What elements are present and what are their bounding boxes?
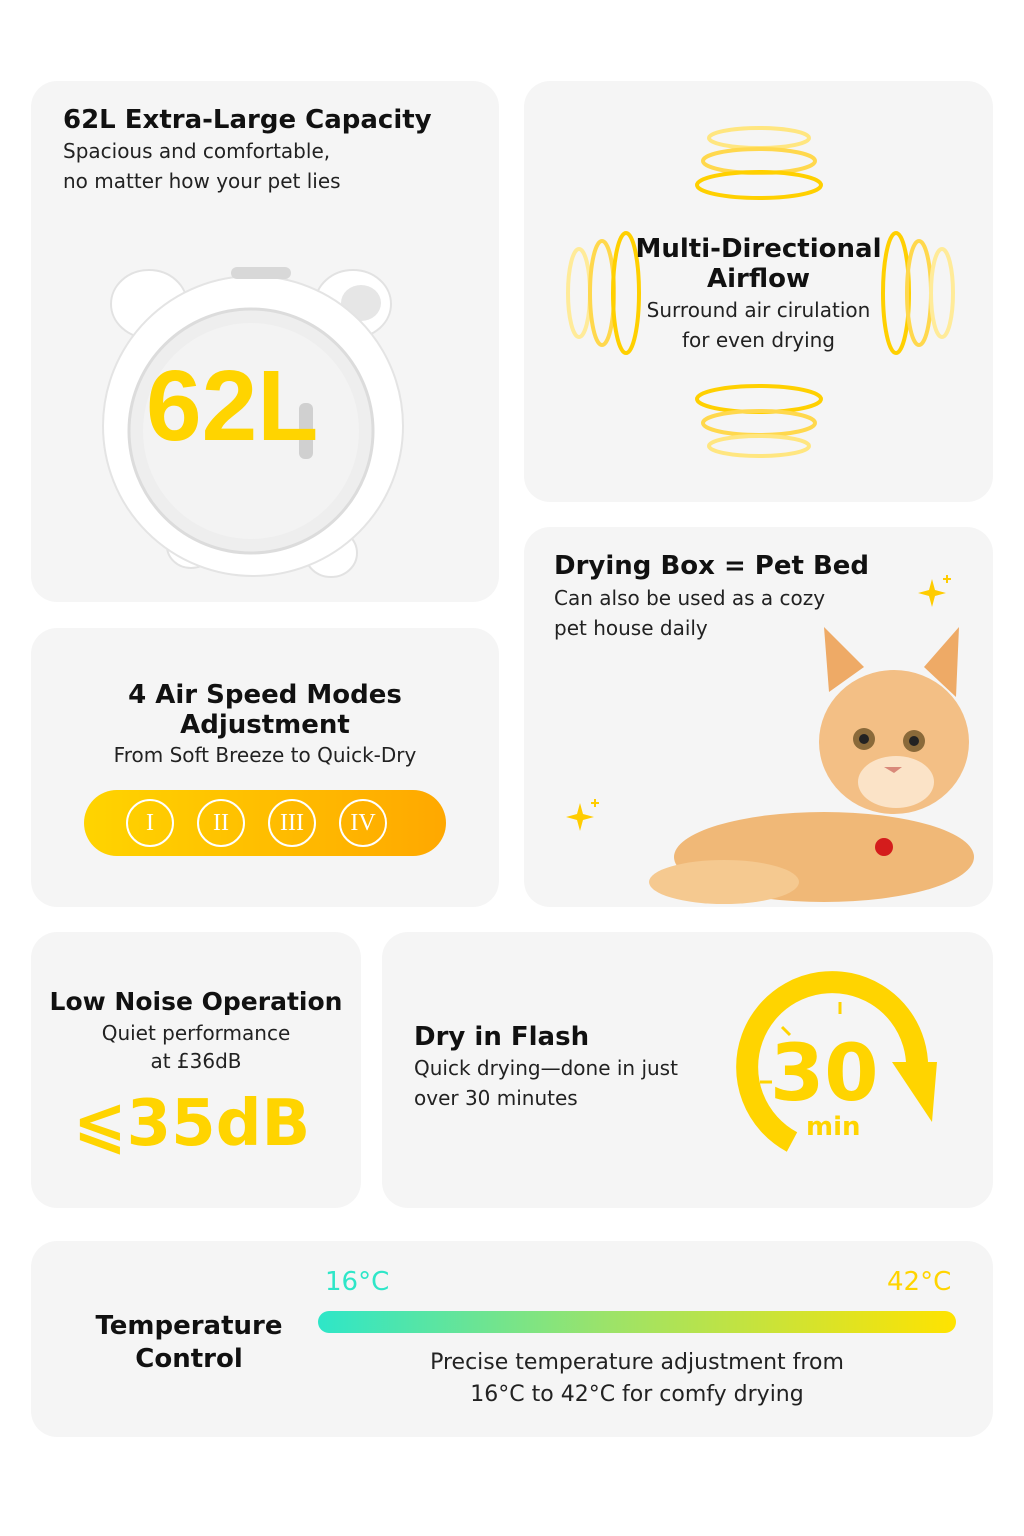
speed-mode-2-label: II bbox=[213, 809, 229, 836]
temperature-card bbox=[31, 1241, 993, 1437]
capacity-big-number: 62L bbox=[146, 350, 319, 462]
speed-mode-bar bbox=[84, 790, 446, 856]
pet-bed-sub-line2: pet house daily bbox=[554, 616, 708, 640]
speed-mode-2[interactable] bbox=[197, 799, 245, 847]
speed-mode-1[interactable] bbox=[126, 799, 174, 847]
air-speed-title-line1: 4 Air Speed Modes bbox=[128, 680, 402, 710]
low-noise-sub-line1: Quiet performance bbox=[101, 1021, 291, 1045]
airflow-sub-line2: for even drying bbox=[681, 328, 836, 352]
temperature-max-label: 42°C bbox=[887, 1267, 952, 1297]
dry-flash-unit: min bbox=[806, 1112, 861, 1142]
temperature-desc-line2: 16°C to 42°C for comfy drying bbox=[470, 1382, 804, 1407]
air-speed-card bbox=[31, 628, 499, 907]
capacity-title: 62L Extra-Large Capacity bbox=[63, 105, 432, 135]
speed-mode-1-label: I bbox=[146, 809, 154, 836]
air-speed-sub: From Soft Breeze to Quick-Dry bbox=[113, 743, 417, 767]
dryer-box-illustration bbox=[31, 81, 499, 602]
dry-flash-sub-line2: over 30 minutes bbox=[414, 1086, 578, 1110]
noise-level-value: ⩽35dB bbox=[73, 1087, 311, 1161]
temperature-desc-line1: Precise temperature adjustment from bbox=[430, 1350, 844, 1375]
temperature-title-line1: Temperature bbox=[95, 1311, 283, 1341]
pet-bed-title: Drying Box = Pet Bed bbox=[554, 551, 870, 581]
airflow-title-line1: Multi-Directional bbox=[635, 234, 882, 264]
dry-flash-title: Dry in Flash bbox=[414, 1022, 590, 1052]
airflow-title-line2: Airflow bbox=[706, 264, 810, 294]
capacity-sub-line2: no matter how your pet lies bbox=[63, 169, 341, 193]
temperature-min-label: 16°C bbox=[325, 1267, 390, 1297]
dry-flash-number: 30 bbox=[770, 1029, 879, 1119]
kitten-illustration bbox=[524, 527, 993, 907]
temperature-title-line2: Control bbox=[135, 1344, 243, 1374]
low-noise-title: Low Noise Operation bbox=[49, 987, 343, 1016]
dry-flash-sub-line1: Quick drying—done in just bbox=[414, 1056, 678, 1080]
temperature-gradient-bar[interactable] bbox=[318, 1311, 956, 1333]
dry-flash-card bbox=[382, 932, 993, 1208]
speed-mode-3[interactable] bbox=[268, 799, 316, 847]
speed-mode-4[interactable] bbox=[339, 799, 387, 847]
airflow-card bbox=[524, 81, 993, 502]
speed-mode-3-label: III bbox=[280, 809, 304, 836]
airflow-sub-line1: Surround air cirulation bbox=[646, 298, 871, 322]
low-noise-card bbox=[31, 932, 361, 1208]
low-noise-sub-line2: at £36dB bbox=[150, 1049, 242, 1073]
air-speed-title-line2: Adjustment bbox=[180, 710, 350, 740]
capacity-sub-line1: Spacious and comfortable, bbox=[63, 139, 331, 163]
pet-bed-card bbox=[524, 527, 993, 907]
capacity-card bbox=[31, 81, 499, 602]
pet-bed-sub-line1: Can also be used as a cozy bbox=[554, 586, 826, 610]
speed-mode-4-label: IV bbox=[350, 809, 376, 836]
